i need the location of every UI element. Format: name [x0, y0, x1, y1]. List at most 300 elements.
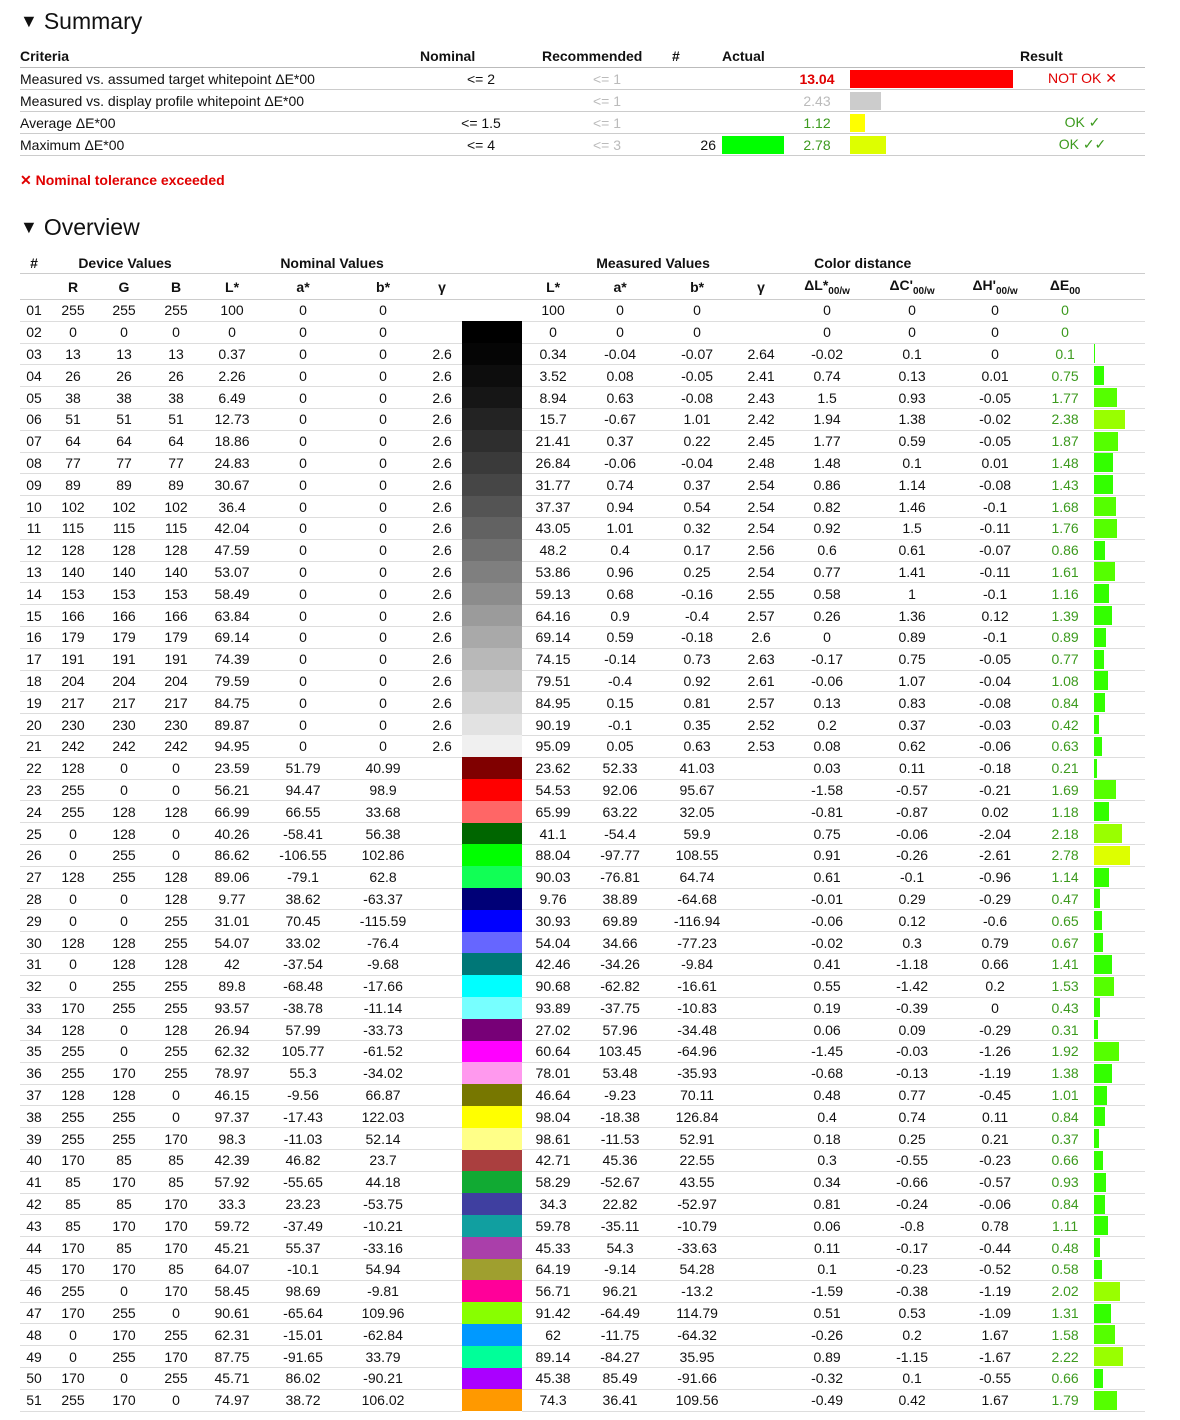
row-num: 34	[20, 1019, 48, 1041]
nominal-b: 44.18	[344, 1171, 422, 1193]
delta-h: -0.1	[954, 583, 1036, 605]
delta-e: 1.18	[1036, 801, 1094, 823]
collapse-triangle-icon[interactable]: ▼	[20, 217, 38, 237]
device-r: 170	[48, 1302, 98, 1324]
delta-e: 2.38	[1036, 408, 1094, 430]
delta-e-bar	[1094, 410, 1125, 429]
nominal-a: 0	[262, 343, 344, 365]
delta-l: 0.58	[784, 583, 870, 605]
nominal-b: 0	[344, 648, 422, 670]
col-header-swatch	[462, 274, 522, 300]
measured-b: 0	[656, 300, 738, 322]
delta-e-bar	[1094, 1195, 1105, 1214]
measured-l: 98.04	[522, 1106, 584, 1128]
delta-e-bar	[1094, 868, 1109, 887]
measured-a: 0.4	[584, 539, 656, 561]
delta-h: -0.29	[954, 1019, 1036, 1041]
color-swatch	[462, 1150, 522, 1172]
delta-l: 1.5	[784, 387, 870, 409]
overview-heading[interactable]	[20, 214, 140, 241]
table-row	[20, 539, 1145, 561]
delta-e-bar	[1094, 824, 1122, 843]
measured-a: -11.75	[584, 1324, 656, 1346]
color-swatch	[462, 1019, 522, 1041]
nominal-l: 36.4	[202, 496, 262, 518]
delta-c: 0	[870, 300, 954, 322]
delta-e-bar	[1094, 1086, 1107, 1105]
row-num: 02	[20, 321, 48, 343]
delta-e: 0.93	[1036, 1171, 1094, 1193]
color-swatch	[462, 692, 522, 714]
device-g: 255	[98, 866, 150, 888]
measured-l: 65.99	[522, 801, 584, 823]
table-row	[20, 1193, 1145, 1215]
color-swatch	[462, 343, 522, 365]
nominal-l: 74.39	[202, 648, 262, 670]
color-swatch	[462, 735, 522, 757]
delta-l: 0.55	[784, 975, 870, 997]
nominal-b: 106.02	[344, 1389, 422, 1411]
delta-c: -0.87	[870, 801, 954, 823]
device-r: 115	[48, 517, 98, 539]
measured-a: -64.49	[584, 1302, 656, 1324]
measured-l: 34.3	[522, 1193, 584, 1215]
device-g: 85	[98, 1237, 150, 1259]
delta-e-bar-cell	[1094, 1041, 1145, 1063]
delta-e: 1.38	[1036, 1062, 1094, 1084]
nominal-b: -10.21	[344, 1215, 422, 1237]
table-row	[20, 583, 1145, 605]
measured-a: 45.36	[584, 1150, 656, 1172]
delta-e-bar-cell	[1094, 997, 1145, 1019]
measured-b: -64.96	[656, 1041, 738, 1063]
measured-l: 62	[522, 1324, 584, 1346]
measured-l: 43.05	[522, 517, 584, 539]
nominal-b: 0	[344, 365, 422, 387]
delta-e-bar-cell	[1094, 823, 1145, 845]
row-num: 07	[20, 430, 48, 452]
col-header-r: R	[48, 274, 98, 300]
measured-a: -0.67	[584, 408, 656, 430]
nominal-gamma: 2.6	[422, 474, 462, 496]
device-b: 77	[150, 452, 202, 474]
nominal-l: 93.57	[202, 997, 262, 1019]
measured-l: 0.34	[522, 343, 584, 365]
measured-gamma: 2.6	[738, 626, 784, 648]
device-g: 128	[98, 801, 150, 823]
summary-criteria: Measured vs. assumed target whitepoint ΔE*00	[20, 68, 420, 90]
delta-e: 0.65	[1036, 910, 1094, 932]
measured-l: 90.19	[522, 714, 584, 736]
device-b: 13	[150, 343, 202, 365]
measured-l: 78.01	[522, 1062, 584, 1084]
measured-gamma	[738, 866, 784, 888]
measured-b: -0.4	[656, 605, 738, 627]
nominal-b: -63.37	[344, 888, 422, 910]
device-b: 85	[150, 1171, 202, 1193]
device-g: 51	[98, 408, 150, 430]
summary-header-nominal: Nominal	[420, 45, 542, 68]
row-num: 19	[20, 692, 48, 714]
nominal-l: 87.75	[202, 1346, 262, 1368]
delta-l: 0.89	[784, 1346, 870, 1368]
delta-c: -1.42	[870, 975, 954, 997]
measured-a: -52.67	[584, 1171, 656, 1193]
device-r: 170	[48, 997, 98, 1019]
col-header-b: B	[150, 274, 202, 300]
measured-a: 0.08	[584, 365, 656, 387]
nominal-l: 0	[202, 321, 262, 343]
nominal-l: 18.86	[202, 430, 262, 452]
delta-c: -0.26	[870, 844, 954, 866]
table-row	[20, 1106, 1145, 1128]
nominal-l: 100	[202, 300, 262, 322]
row-num: 44	[20, 1237, 48, 1259]
table-row	[20, 823, 1145, 845]
table-row	[20, 561, 1145, 583]
color-swatch	[462, 387, 522, 409]
measured-l: 98.61	[522, 1128, 584, 1150]
delta-l: 0.06	[784, 1215, 870, 1237]
measured-b: -0.05	[656, 365, 738, 387]
group-header-distance: Color distance	[784, 252, 1145, 274]
delta-e-bar-cell	[1094, 1280, 1145, 1302]
measured-b: -33.63	[656, 1237, 738, 1259]
delta-c: 0.1	[870, 343, 954, 365]
delta-e-bar	[1094, 1325, 1115, 1344]
measured-l: 54.04	[522, 932, 584, 954]
delta-e-bar-cell	[1094, 583, 1145, 605]
device-r: 255	[48, 1106, 98, 1128]
measured-l: 60.64	[522, 1041, 584, 1063]
delta-h: -1.26	[954, 1041, 1036, 1063]
color-swatch	[462, 932, 522, 954]
nominal-b: -9.81	[344, 1280, 422, 1302]
delta-e-bar-cell	[1094, 1128, 1145, 1150]
summary-heading[interactable]	[20, 8, 142, 35]
delta-e: 0.37	[1036, 1128, 1094, 1150]
nominal-gamma	[422, 1389, 462, 1411]
table-row	[20, 408, 1145, 430]
device-r: 179	[48, 626, 98, 648]
measured-gamma: 2.61	[738, 670, 784, 692]
delta-e: 1.16	[1036, 583, 1094, 605]
delta-e-bar	[1094, 650, 1104, 669]
nominal-gamma: 2.6	[422, 626, 462, 648]
device-r: 128	[48, 757, 98, 779]
measured-a: -62.82	[584, 975, 656, 997]
nominal-a: 0	[262, 626, 344, 648]
delta-h-sub: 00/w	[995, 285, 1018, 297]
table-row	[20, 1302, 1145, 1324]
measured-a: 0.59	[584, 626, 656, 648]
table-row	[20, 430, 1145, 452]
measured-b: -0.07	[656, 343, 738, 365]
delta-e: 1.14	[1036, 866, 1094, 888]
nominal-b: 0	[344, 408, 422, 430]
delta-e-bar-cell	[1094, 605, 1145, 627]
measured-a: 0.15	[584, 692, 656, 714]
color-swatch	[462, 452, 522, 474]
delta-e: 2.18	[1036, 823, 1094, 845]
measured-a: 0	[584, 321, 656, 343]
row-num: 20	[20, 714, 48, 736]
device-b: 255	[150, 1368, 202, 1390]
row-num: 14	[20, 583, 48, 605]
nominal-gamma	[422, 1128, 462, 1150]
device-g: 0	[98, 757, 150, 779]
row-num: 17	[20, 648, 48, 670]
delta-c: 0.62	[870, 735, 954, 757]
color-swatch	[462, 605, 522, 627]
nominal-a: -17.43	[262, 1106, 344, 1128]
measured-b: 0.81	[656, 692, 738, 714]
delta-e-bar-cell	[1094, 757, 1145, 779]
delta-h: -0.08	[954, 692, 1036, 714]
nominal-gamma	[422, 932, 462, 954]
measured-b: -64.32	[656, 1324, 738, 1346]
device-r: 153	[48, 583, 98, 605]
nominal-b: 0	[344, 517, 422, 539]
delta-h: -0.06	[954, 1193, 1036, 1215]
row-num: 30	[20, 932, 48, 954]
measured-l: 53.86	[522, 561, 584, 583]
device-g: 230	[98, 714, 150, 736]
measured-l: 9.76	[522, 888, 584, 910]
delta-l: 0.77	[784, 561, 870, 583]
measured-l: 90.68	[522, 975, 584, 997]
measured-gamma: 2.42	[738, 408, 784, 430]
nominal-b: 0	[344, 496, 422, 518]
device-r: 170	[48, 1237, 98, 1259]
measured-gamma	[738, 1302, 784, 1324]
nominal-a: 0	[262, 321, 344, 343]
measured-b: 0.73	[656, 648, 738, 670]
delta-c: 0.1	[870, 452, 954, 474]
nominal-a: -11.03	[262, 1128, 344, 1150]
row-num: 50	[20, 1368, 48, 1390]
row-num: 04	[20, 365, 48, 387]
nominal-gamma	[422, 1324, 462, 1346]
nominal-l: 64.07	[202, 1259, 262, 1281]
measured-l: 41.1	[522, 823, 584, 845]
color-swatch	[462, 779, 522, 801]
measured-a: -54.4	[584, 823, 656, 845]
measured-gamma	[738, 1171, 784, 1193]
measured-l: 89.14	[522, 1346, 584, 1368]
table-row	[20, 1171, 1145, 1193]
nominal-a: 98.69	[262, 1280, 344, 1302]
nominal-l: 42.39	[202, 1150, 262, 1172]
delta-e-bar-cell	[1094, 1084, 1145, 1106]
measured-a: -0.06	[584, 452, 656, 474]
measured-b: 70.11	[656, 1084, 738, 1106]
nominal-l: 2.26	[202, 365, 262, 387]
nominal-b: 23.7	[344, 1150, 422, 1172]
row-num: 49	[20, 1346, 48, 1368]
nominal-gamma	[422, 1368, 462, 1390]
delta-h: 0.2	[954, 975, 1036, 997]
device-r: 191	[48, 648, 98, 670]
color-swatch	[462, 1280, 522, 1302]
nominal-a: 33.02	[262, 932, 344, 954]
measured-gamma	[738, 953, 784, 975]
device-g: 255	[98, 844, 150, 866]
measured-b: -91.66	[656, 1368, 738, 1390]
delta-h: -0.05	[954, 387, 1036, 409]
color-swatch	[462, 365, 522, 387]
delta-e-bar-cell	[1094, 953, 1145, 975]
nominal-gamma	[422, 910, 462, 932]
table-row	[20, 1062, 1145, 1084]
delta-e: 0.63	[1036, 735, 1094, 757]
delta-e-bar	[1094, 1304, 1111, 1323]
nominal-b: 0	[344, 605, 422, 627]
nominal-b: -62.84	[344, 1324, 422, 1346]
nominal-l: 54.07	[202, 932, 262, 954]
color-swatch	[462, 408, 522, 430]
summary-num	[672, 90, 722, 112]
delta-e-bar	[1094, 1369, 1103, 1388]
delta-e: 1.87	[1036, 430, 1094, 452]
nominal-b: 0	[344, 692, 422, 714]
delta-c: 0.89	[870, 626, 954, 648]
device-b: 170	[150, 1237, 202, 1259]
nominal-b: 0	[344, 561, 422, 583]
group-header-device: Device Values	[48, 252, 202, 274]
measured-gamma	[738, 1215, 784, 1237]
row-num: 11	[20, 517, 48, 539]
nominal-a: 38.72	[262, 1389, 344, 1411]
color-swatch	[462, 1302, 522, 1324]
delta-e-bar-cell	[1094, 801, 1145, 823]
summary-actual: 2.43	[784, 90, 850, 112]
delta-l: 1.48	[784, 452, 870, 474]
delta-c: 0.74	[870, 1106, 954, 1128]
delta-l: 0.82	[784, 496, 870, 518]
nominal-l: 59.72	[202, 1215, 262, 1237]
measured-gamma: 2.52	[738, 714, 784, 736]
measured-a: 54.3	[584, 1237, 656, 1259]
measured-gamma: 2.63	[738, 648, 784, 670]
delta-e: 1.43	[1036, 474, 1094, 496]
delta-c: 0.77	[870, 1084, 954, 1106]
summary-recommended: <= 1	[542, 68, 672, 90]
row-num: 39	[20, 1128, 48, 1150]
nominal-gamma	[422, 1062, 462, 1084]
color-swatch	[462, 1237, 522, 1259]
device-b: 128	[150, 539, 202, 561]
device-r: 255	[48, 1280, 98, 1302]
color-swatch	[462, 801, 522, 823]
delta-c: 0.09	[870, 1019, 954, 1041]
delta-h: -0.05	[954, 430, 1036, 452]
col-header-measured-b: b*	[656, 274, 738, 300]
measured-b: -16.61	[656, 975, 738, 997]
delta-e: 0.66	[1036, 1150, 1094, 1172]
device-g: 128	[98, 932, 150, 954]
nominal-a: 70.45	[262, 910, 344, 932]
delta-h: -0.6	[954, 910, 1036, 932]
device-g: 191	[98, 648, 150, 670]
summary-actual-bar-cell	[850, 90, 1020, 112]
delta-c: -0.17	[870, 1237, 954, 1259]
table-row	[20, 757, 1145, 779]
delta-e: 0.58	[1036, 1259, 1094, 1281]
color-swatch	[462, 823, 522, 845]
summary-result: OK ✓	[1020, 112, 1145, 134]
color-swatch	[462, 1215, 522, 1237]
measured-gamma: 2.41	[738, 365, 784, 387]
table-row	[20, 474, 1145, 496]
nominal-l: 0.37	[202, 343, 262, 365]
delta-l: -1.59	[784, 1280, 870, 1302]
color-swatch	[462, 1041, 522, 1063]
delta-h: -0.07	[954, 539, 1036, 561]
nominal-gamma: 2.6	[422, 583, 462, 605]
table-row	[20, 932, 1145, 954]
device-b: 153	[150, 583, 202, 605]
summary-header-recommended: Recommended	[542, 45, 672, 68]
delta-e-bar-cell	[1094, 496, 1145, 518]
device-r: 255	[48, 779, 98, 801]
table-row	[20, 1084, 1145, 1106]
delta-l: 0.1	[784, 1259, 870, 1281]
device-r: 128	[48, 932, 98, 954]
delta-e-bar	[1094, 671, 1108, 690]
measured-a: 92.06	[584, 779, 656, 801]
delta-c: -0.66	[870, 1171, 954, 1193]
delta-e-bar-cell	[1094, 648, 1145, 670]
collapse-triangle-icon[interactable]: ▼	[20, 11, 38, 31]
measured-b: 0.37	[656, 474, 738, 496]
nominal-l: 24.83	[202, 452, 262, 474]
delta-c: -1.18	[870, 953, 954, 975]
measured-l: 93.89	[522, 997, 584, 1019]
measured-l: 26.84	[522, 452, 584, 474]
measured-b: 59.9	[656, 823, 738, 845]
delta-e-bar	[1094, 1129, 1099, 1148]
delta-h-label: ΔH'	[972, 276, 996, 293]
delta-c: 0.1	[870, 1368, 954, 1390]
delta-h: -0.08	[954, 474, 1036, 496]
nominal-l: 33.3	[202, 1193, 262, 1215]
delta-h: -0.52	[954, 1259, 1036, 1281]
delta-e-bar-cell	[1094, 408, 1145, 430]
delta-l: -0.68	[784, 1062, 870, 1084]
delta-e-bar	[1094, 955, 1112, 974]
table-row	[20, 1215, 1145, 1237]
col-header-nominal-a: a*	[262, 274, 344, 300]
device-b: 0	[150, 779, 202, 801]
nominal-b: -17.66	[344, 975, 422, 997]
measured-gamma	[738, 1259, 784, 1281]
nominal-a: 0	[262, 408, 344, 430]
device-b: 0	[150, 1106, 202, 1128]
row-num: 47	[20, 1302, 48, 1324]
row-num: 38	[20, 1106, 48, 1128]
nominal-l: 23.59	[202, 757, 262, 779]
delta-c: -1.15	[870, 1346, 954, 1368]
delta-c: 0.42	[870, 1389, 954, 1411]
color-swatch	[462, 583, 522, 605]
summary-actual-bar-cell	[850, 68, 1020, 90]
delta-l: 0	[784, 321, 870, 343]
measured-b: -0.08	[656, 387, 738, 409]
device-r: 85	[48, 1193, 98, 1215]
measured-b: 41.03	[656, 757, 738, 779]
measured-l: 74.3	[522, 1389, 584, 1411]
